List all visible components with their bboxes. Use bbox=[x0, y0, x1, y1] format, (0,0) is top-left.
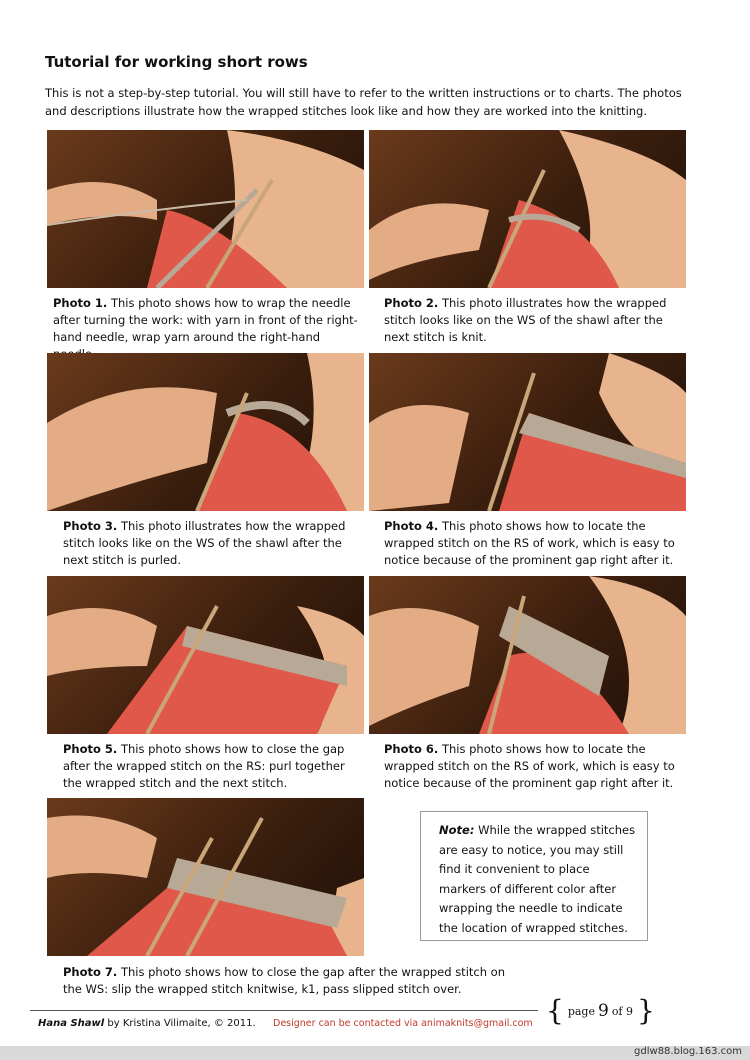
photo-2-text: This photo illustrates how the wrapped stitch looks like on the WS of the shawl after the next stitch is knit. bbox=[384, 296, 667, 344]
photo-1-text: This photo shows how to wrap the needle after turning the work: with yarn in front of the right-hand needle, wrap yarn around the right-hand bbox=[53, 296, 358, 344]
footer-divider bbox=[30, 1010, 538, 1011]
intro-paragraph: This is not a step-by-step tutorial. You will still have to refer to the written instructions or to charts. The photos and descriptions illustrate how the wrapped stitches look like and how they are worked into the knitting. bbox=[45, 86, 682, 118]
photo-2-caption bbox=[384, 295, 689, 346]
photo-4-label: Photo 4. bbox=[384, 519, 439, 533]
photo-5-label: Photo 5. bbox=[63, 742, 118, 756]
watermark-bar bbox=[0, 1046, 750, 1060]
page-current: 9 bbox=[597, 1001, 609, 1021]
photo-3-text: This photo illustrates how the wrapped stitch looks like on the WS of the shawl after the next stitch is purled. bbox=[63, 519, 346, 567]
photo-3-label: Photo 3. bbox=[63, 519, 118, 533]
photo-5-image bbox=[47, 576, 364, 734]
note-label: Note: bbox=[439, 823, 475, 837]
footer-byline: by Kristina Vilimaite, © 2011. bbox=[104, 1018, 256, 1029]
photo-1-image bbox=[47, 130, 364, 288]
photo-6-caption bbox=[384, 741, 689, 792]
photo-5-caption bbox=[63, 741, 363, 792]
note-text: While the wrapped stitches are easy to notice, you may still find it convenient to place markers of different color after wrapping the needle to indicate the location of wrapped stitches. bbox=[439, 823, 636, 935]
photo-2-label: Photo 2. bbox=[384, 296, 439, 310]
footer-credit bbox=[38, 1018, 256, 1029]
photo-4-image bbox=[369, 353, 686, 511]
photo-5-text: This photo shows how to close the gap after the wrapped stitch on the RS: purl together the wrapped stitch and the next stitch. bbox=[63, 742, 345, 790]
photo-4-text: This photo shows how to locate the wrapped stitch on the RS of work, which is easy to notice because of the prominent gap right after it. bbox=[384, 519, 675, 567]
photo-7-caption bbox=[63, 964, 513, 998]
footer-contact: Designer can be contacted via animaknits@gmail.com bbox=[273, 1018, 533, 1029]
photo-1-label: Photo 1. bbox=[53, 296, 108, 310]
left-brace-icon: { bbox=[546, 994, 564, 1027]
note-box bbox=[420, 811, 648, 941]
photo-3-caption bbox=[63, 518, 363, 569]
photo-6-text: This photo shows how to locate the wrapped stitch on the RS of work, which is easy to notice because of the prominent gap right after it. bbox=[384, 742, 675, 790]
page-number bbox=[546, 996, 655, 1026]
footer-shawl-name: Hana Shawl bbox=[38, 1018, 105, 1029]
photo-4-caption bbox=[384, 518, 689, 569]
photo-3-image bbox=[47, 353, 364, 511]
photo-7-text: This photo shows how to close the gap after the wrapped stitch on the WS: slip the wrapped stitch knitwise, k1, pass slipped stitch over. bbox=[63, 965, 505, 996]
photo-7-image bbox=[47, 798, 364, 956]
watermark-text: gdlw88.blog.163.com bbox=[634, 1046, 742, 1057]
photo-6-image bbox=[369, 576, 686, 734]
photo-6-label: Photo 6. bbox=[384, 742, 439, 756]
photo-7-label: Photo 7. bbox=[63, 965, 118, 979]
right-brace-icon: } bbox=[637, 994, 655, 1027]
photo-2-image bbox=[369, 130, 686, 288]
page-total: of 9 bbox=[611, 1004, 634, 1018]
page-title: Tutorial for working short rows bbox=[45, 53, 308, 71]
page-word: page bbox=[567, 1004, 595, 1018]
